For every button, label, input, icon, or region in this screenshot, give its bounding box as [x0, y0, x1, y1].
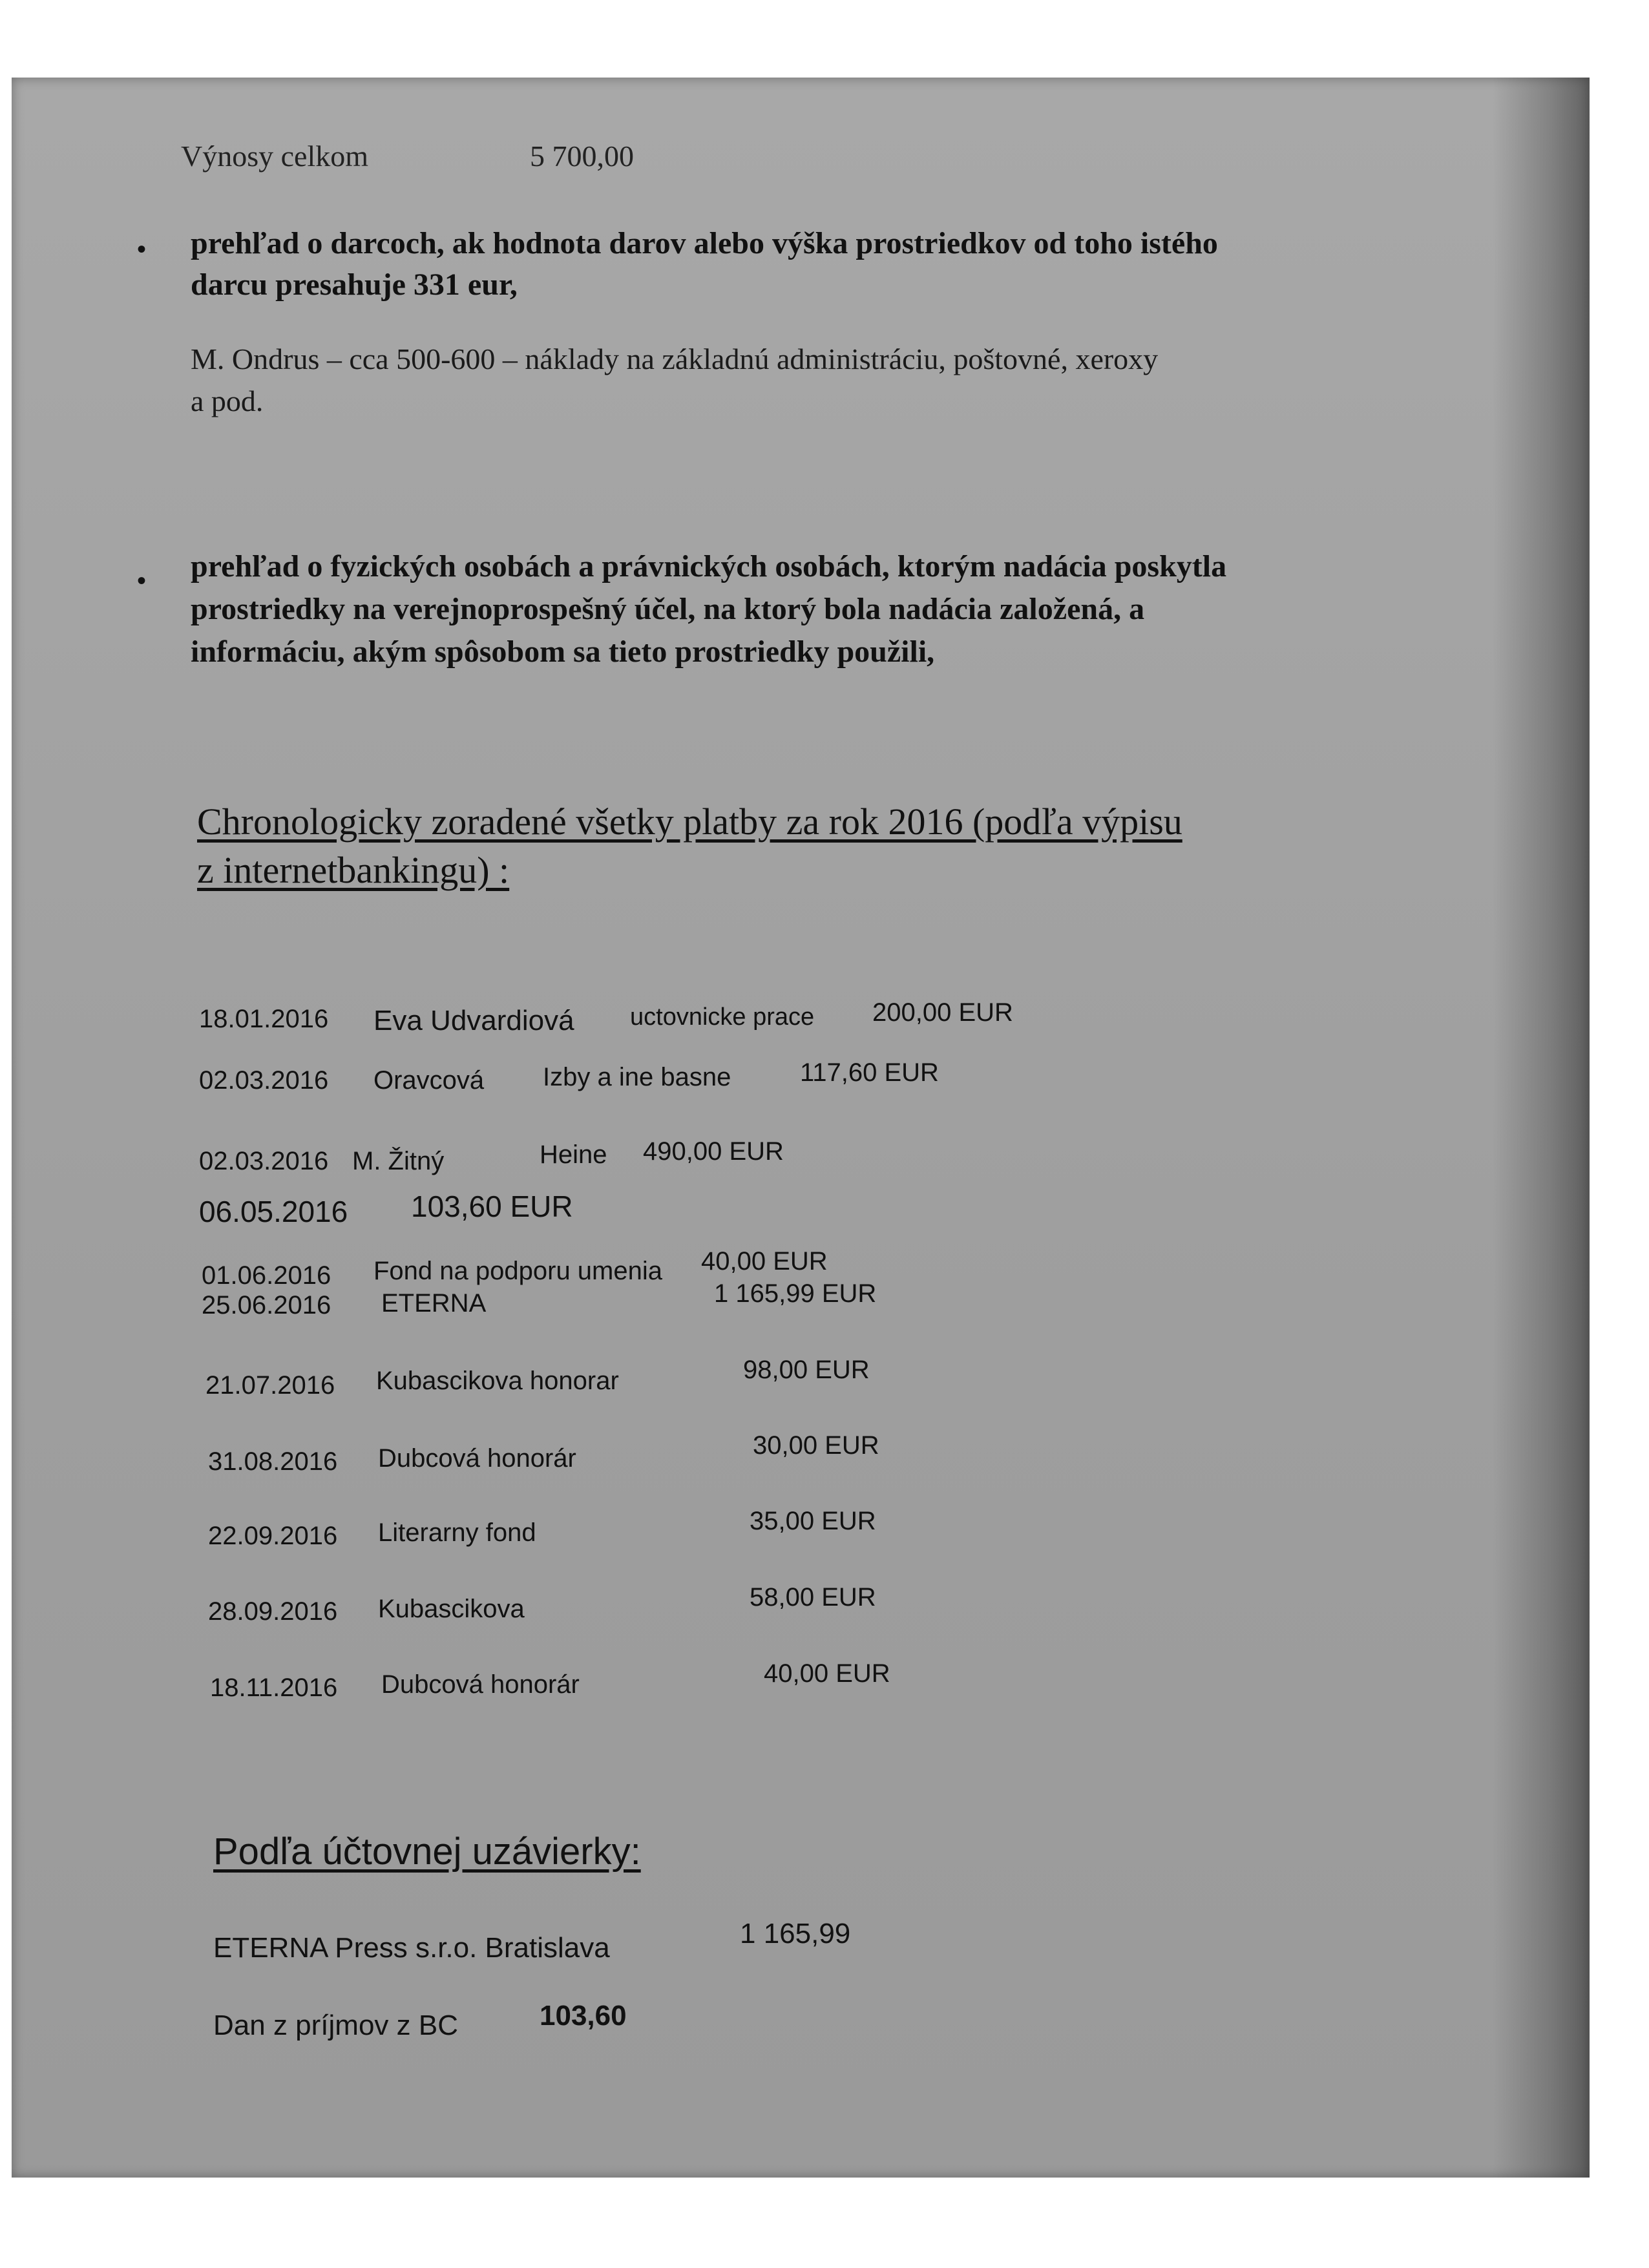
payment-amount: 40,00 EUR [701, 1247, 828, 1276]
payment-date: 31.08.2016 [208, 1447, 338, 1476]
revenue-value: 5 700,00 [530, 140, 634, 173]
payment-date: 18.01.2016 [199, 1005, 329, 1033]
donations-note-line2: a pod. [191, 384, 264, 417]
payment-payee: Kubascikova [378, 1595, 525, 1623]
donations-note-line1: M. Ondrus – cca 500-600 – náklady na základnú administráciu, poštovné, xeroxy [191, 342, 1159, 375]
payment-date: 22.09.2016 [208, 1522, 338, 1550]
payment-amount: 98,00 EUR [743, 1356, 870, 1384]
payment-date: 25.06.2016 [202, 1291, 331, 1319]
recipients-line1: prehľad o fyzických osobách a právnických osobách, ktorým nadácia poskytla [191, 549, 1227, 583]
payment-amount: 58,00 EUR [750, 1583, 876, 1612]
closing-item-label: ETERNA Press s.r.o. Bratislava [213, 1932, 610, 1964]
payment-date: 01.06.2016 [202, 1261, 331, 1290]
payment-payee: Dubcová honorár [381, 1670, 580, 1699]
payment-purpose: uctovnicke prace [630, 1003, 815, 1031]
payment-date: 02.03.2016 [199, 1147, 329, 1175]
recipients-line3: informáciu, akým spôsobom sa tieto prostriedky použili, [191, 635, 935, 669]
payment-amount: 103,60 EUR [411, 1190, 573, 1223]
payment-date: 02.03.2016 [199, 1066, 329, 1095]
payment-date: 06.05.2016 [199, 1195, 348, 1228]
closing-heading: Podľa účtovnej uzávierky: [213, 1831, 641, 1873]
payment-amount: 200,00 EUR [872, 998, 1013, 1027]
payments-heading-line1: Chronologicky zoradené všetky platby za rok 2016 (podľa výpisu [197, 801, 1182, 843]
payment-payee: Fond na podporu umenia [373, 1257, 662, 1285]
payments-heading-line2: z internetbankingu) : [197, 849, 510, 891]
payment-payee: ETERNA [381, 1289, 487, 1318]
payment-payee: Eva Udvardiová [373, 1005, 574, 1036]
payment-amount: 30,00 EUR [753, 1431, 879, 1460]
payment-purpose: Izby a ine basne [543, 1063, 731, 1091]
payment-amount: 35,00 EUR [750, 1507, 876, 1535]
closing-item-value: 1 165,99 [740, 1918, 851, 1949]
payment-purpose: Heine [540, 1140, 607, 1169]
payment-amount: 117,60 EUR [800, 1058, 939, 1087]
payment-date: 18.11.2016 [210, 1674, 338, 1702]
donations-heading-line2: darcu presahuje 331 eur, [191, 268, 518, 302]
payment-payee: Literarny fond [378, 1518, 536, 1547]
payment-payee: Dubcová honorár [378, 1444, 576, 1473]
closing-item-value: 103,60 [540, 2000, 627, 2032]
payment-payee: Oravcová [373, 1066, 485, 1095]
payment-amount: 490,00 EUR [643, 1137, 784, 1166]
payment-payee: M. Žitný [352, 1147, 445, 1175]
payment-date: 28.09.2016 [208, 1597, 338, 1626]
payment-payee: Kubascikova honorar [376, 1367, 619, 1395]
payment-date: 21.07.2016 [205, 1371, 335, 1400]
payment-amount: 40,00 EUR [764, 1659, 890, 1688]
bullet-recipients: • [137, 566, 147, 595]
revenue-label: Výnosy celkom [181, 140, 369, 173]
recipients-line2: prostriedky na verejnoprospešný účel, na ktorý bola nadácia založená, a [191, 592, 1145, 626]
bullet-donations: • [137, 235, 147, 264]
closing-item-label: Dan z príjmov z BC [213, 2010, 458, 2041]
payment-amount: 1 165,99 EUR [714, 1279, 877, 1308]
scan-shadow-edge [1493, 78, 1590, 2178]
donations-heading-line1: prehľad o darcoch, ak hodnota darov alebo výška prostriedkov od toho istého [191, 226, 1218, 260]
